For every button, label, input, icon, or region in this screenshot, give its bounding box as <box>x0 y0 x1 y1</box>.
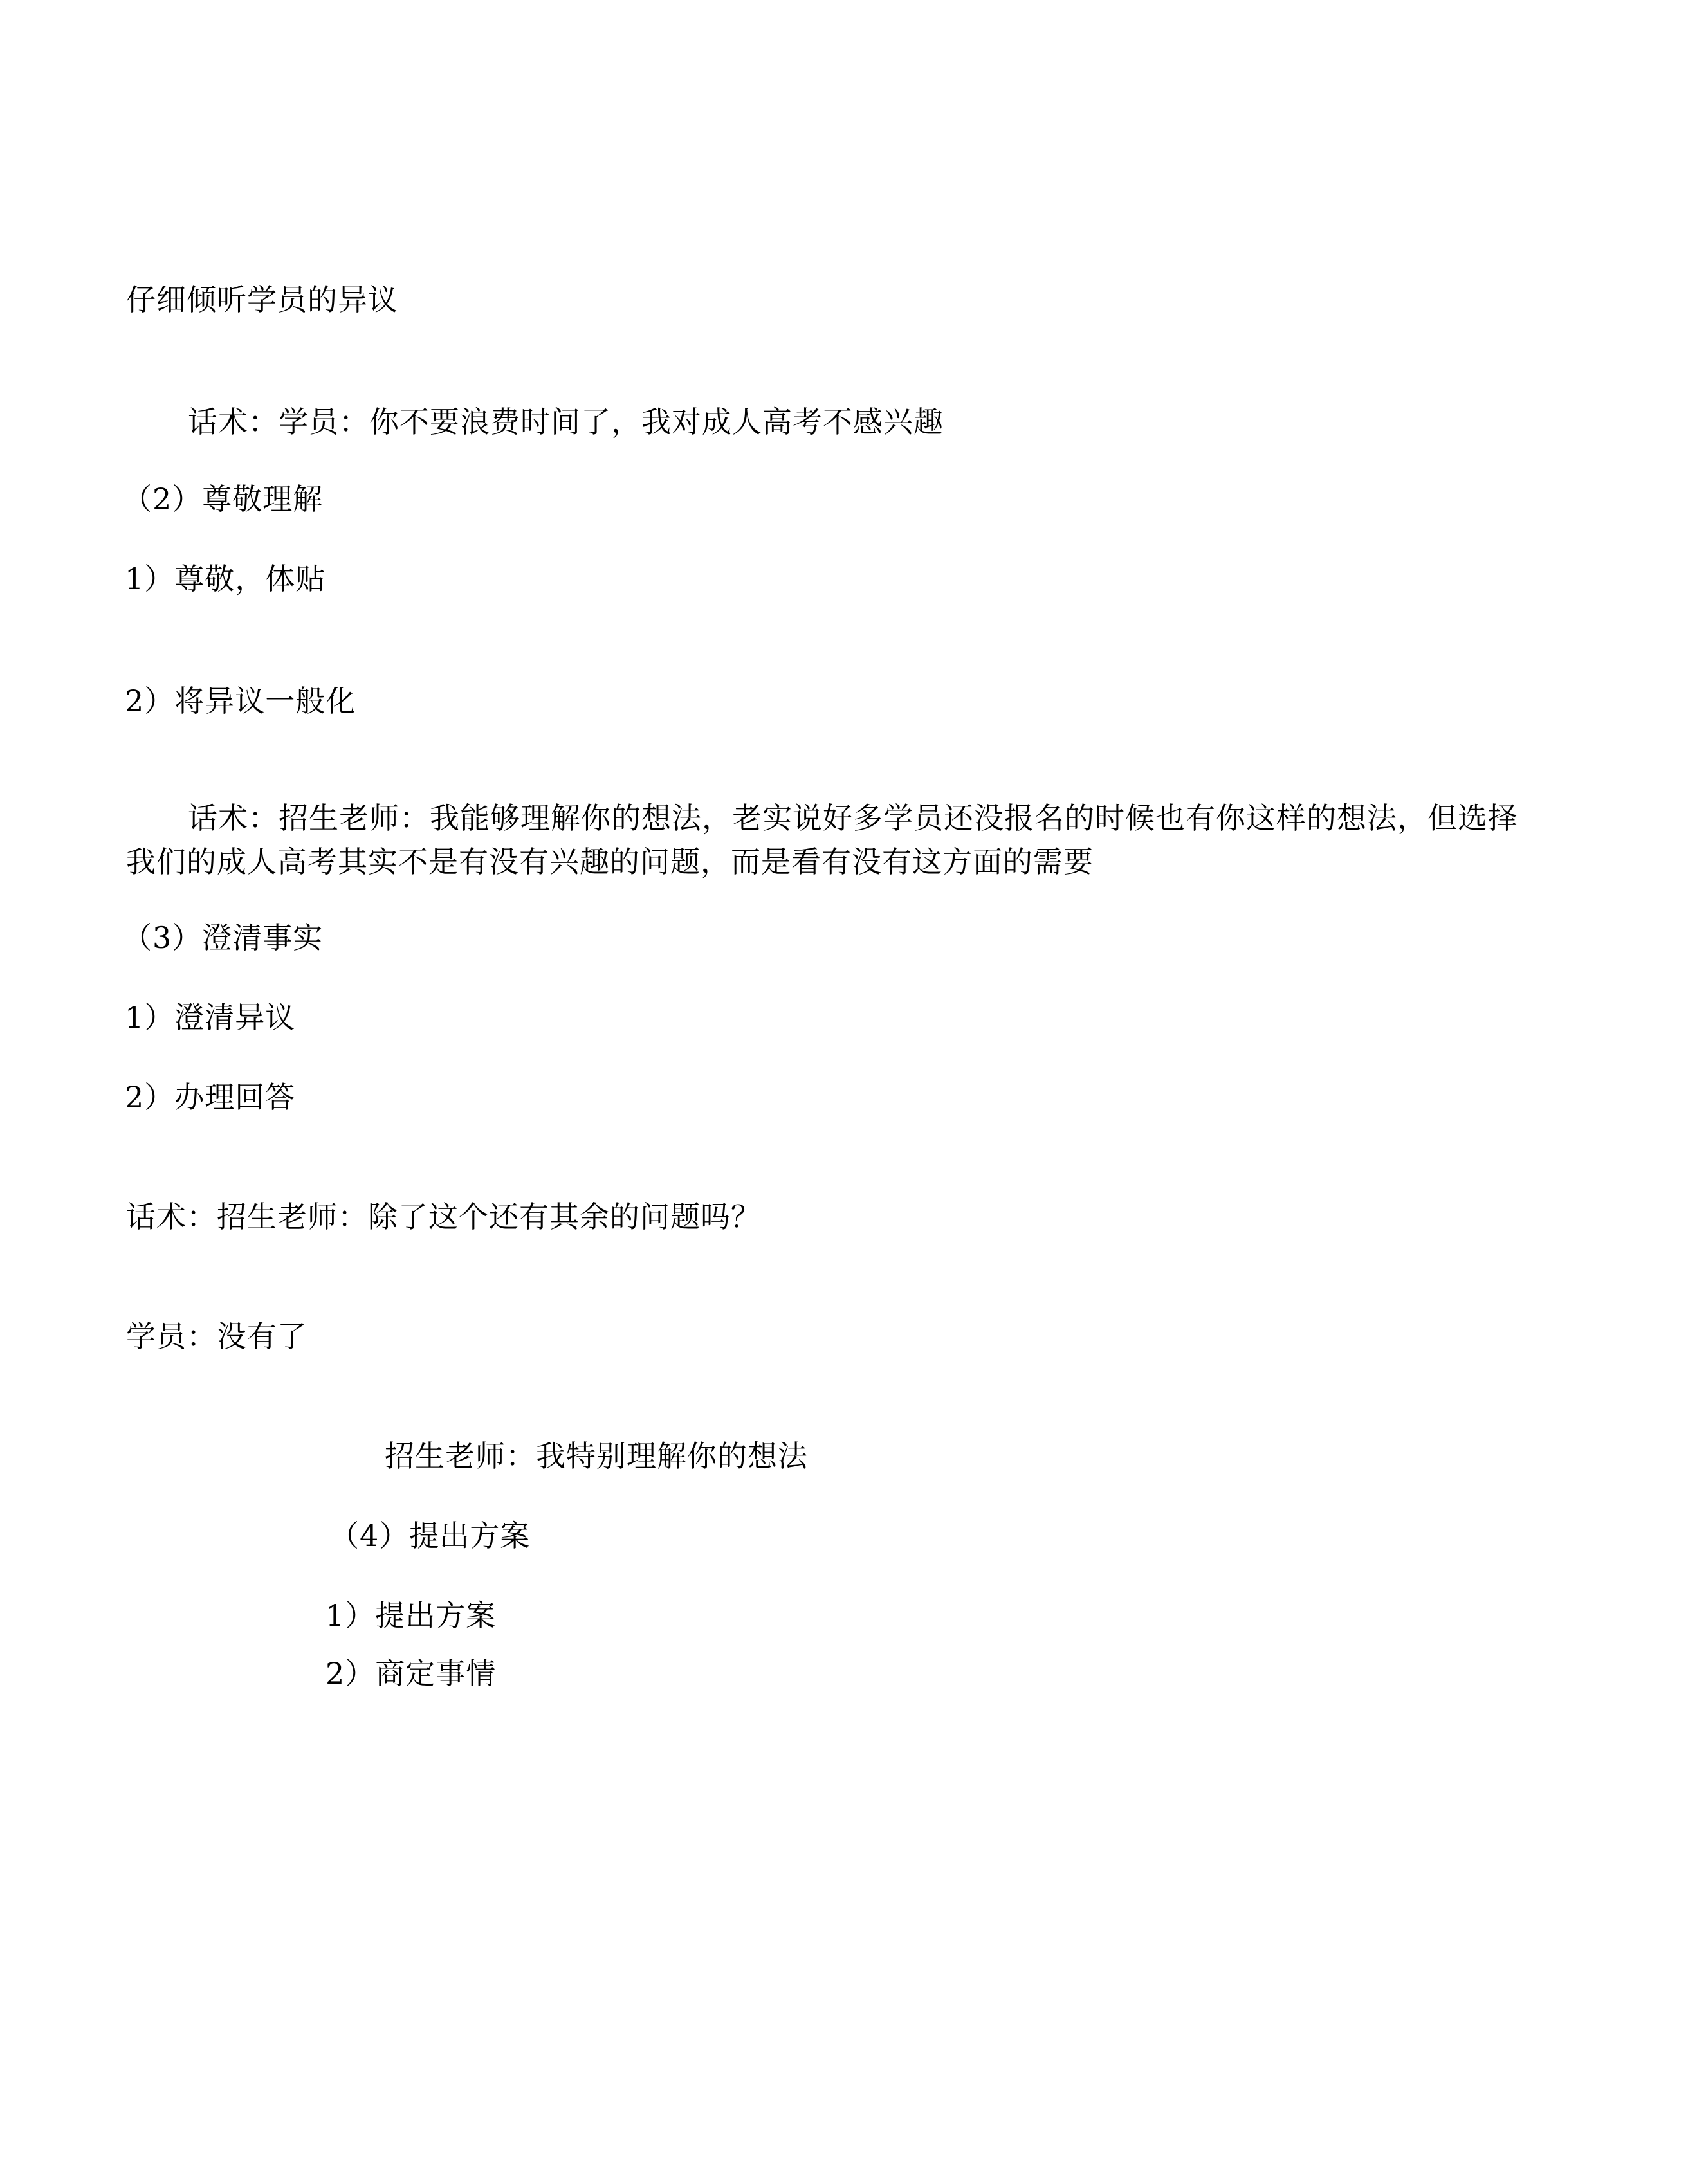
dialogue-script-teacher-line-1: 话术：招生老师：我能够理解你的想法，老实说好多学员还没报名的时候也有你这样的想法，但选择 <box>188 801 1518 835</box>
student-reply: 学员：没有了 <box>126 1319 307 1354</box>
teacher-reply: 招生老师：我特别理解你的想法 <box>385 1439 808 1473</box>
dialogue-script-followup: 话术：招生老师：除了这个还有其余的问题吗？ <box>126 1199 761 1234</box>
dialogue-script-teacher <box>126 796 1518 884</box>
section-2-item-1: 1）尊敬，体贴 <box>125 561 326 596</box>
section-4-item-2: 2）商定事情 <box>326 1656 497 1691</box>
section-3-item-1: 1）澄清异议 <box>125 1000 296 1035</box>
section-3-item-2: 2）办理回答 <box>125 1080 296 1115</box>
section-4-title: （4）提出方案 <box>329 1518 531 1553</box>
section-2-item-2: 2）将异议一般化 <box>125 684 356 718</box>
dialogue-script-student: 话术：学员：你不要浪费时间了，我对成人高考不感兴趣 <box>188 405 944 439</box>
section-heading: 仔细倾听学员的异议 <box>126 282 398 317</box>
dialogue-script-teacher-line-2: 我们的成人高考其实不是有没有兴趣的问题，而是看有没有这方面的需要 <box>126 844 1094 879</box>
section-3-title: （3）澄清事实 <box>122 920 324 955</box>
section-4-item-1: 1）提出方案 <box>326 1598 497 1633</box>
section-2-title: （2）尊敬理解 <box>122 482 324 516</box>
